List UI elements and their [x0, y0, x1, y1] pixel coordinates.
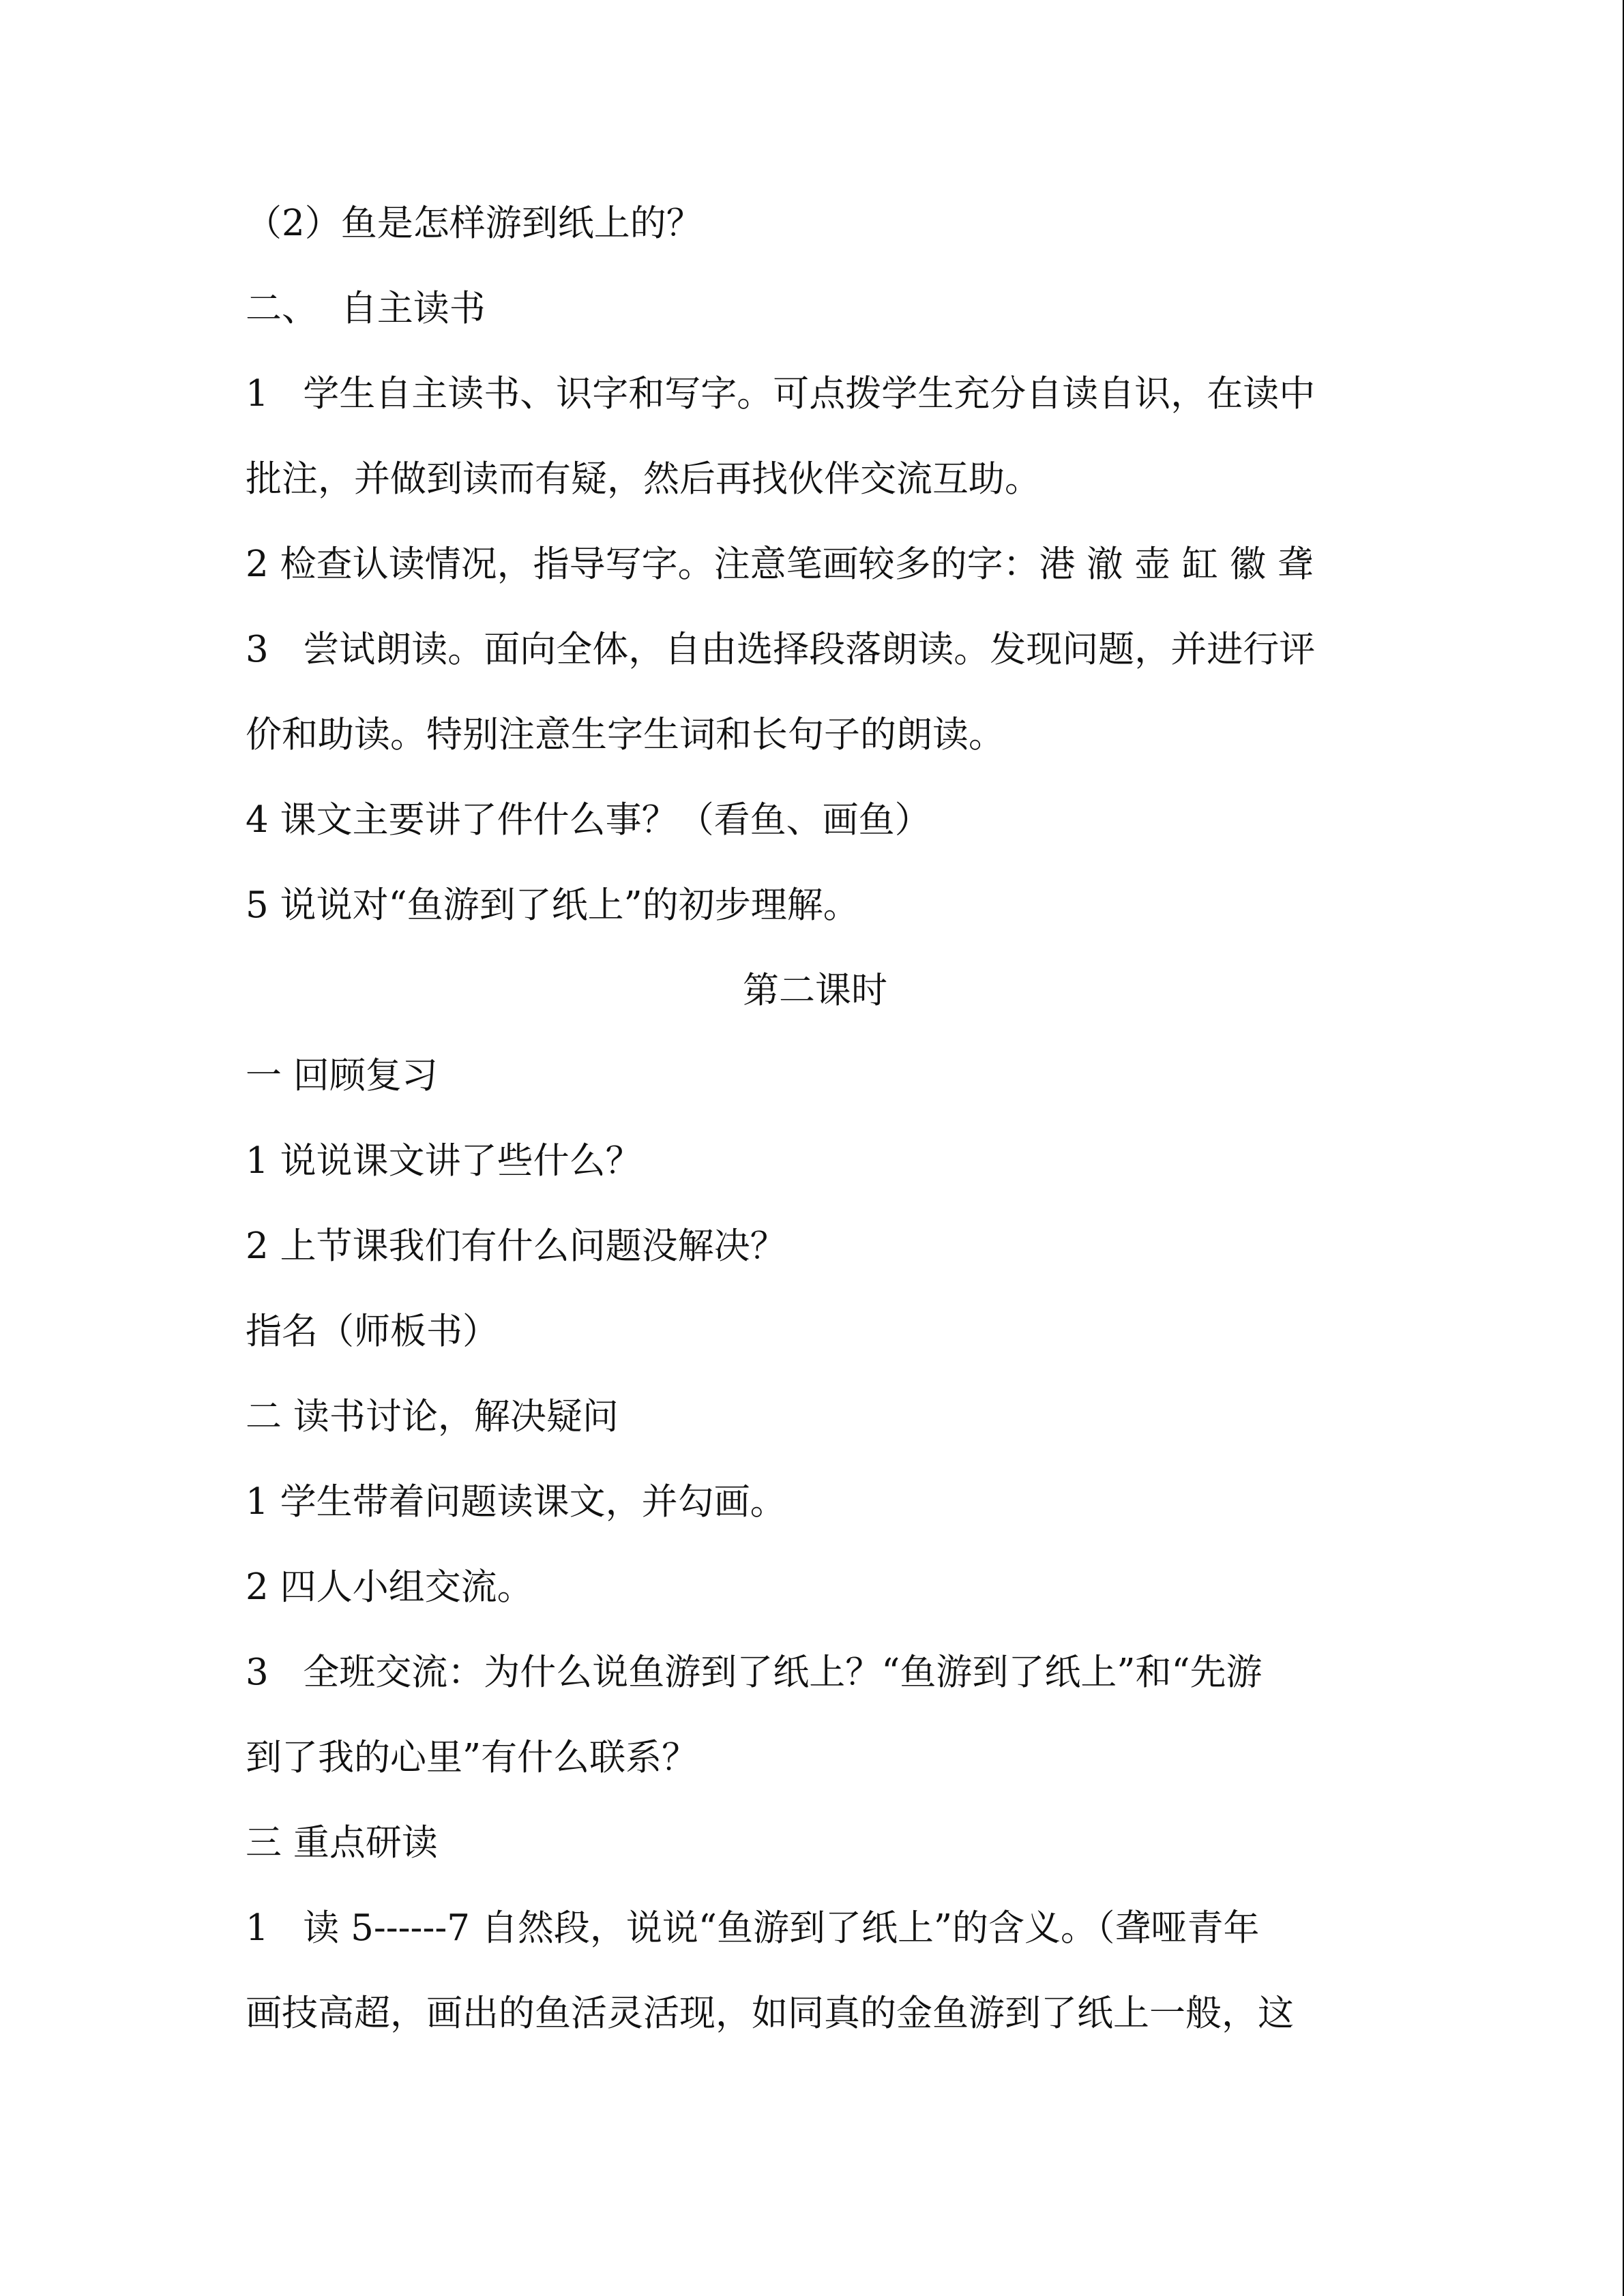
section-heading-self-reading: 二、 自主读书 — [246, 288, 486, 329]
paragraph-line: 3 全班交流：为什么说鱼游到了纸上？“鱼游到了纸上”和“先游 — [246, 1652, 1263, 1693]
paragraph-line: 1 说说课文讲了些什么？ — [246, 1140, 642, 1182]
paragraph-line: 2 检查认读情况，指导写字。注意笔画较多的字：港 澈 壶 缸 徽 聋 — [246, 543, 1314, 585]
paragraph-line: 价和助读。特别注意生字生词和长句子的朗读。 — [246, 714, 1005, 756]
paragraph-line: 1 学生带着问题读课文，并勾画。 — [246, 1481, 786, 1523]
paragraph-line: 画技高超，画出的鱼活灵活现，如同真的金鱼游到了纸上一般，这 — [246, 1993, 1294, 2034]
section-heading-review: 一 回顾复习 — [246, 1055, 438, 1097]
paragraph-line: 批注，并做到读而有疑，然后再找伙伴交流互助。 — [246, 458, 1041, 500]
paragraph-line: 5 说说对“鱼游到了纸上”的初步理解。 — [246, 884, 859, 926]
paragraph-line: 4 课文主要讲了件什么事？（看鱼、画鱼） — [246, 799, 931, 841]
paragraph-line: 2 四人小组交流。 — [246, 1566, 533, 1608]
paragraph-line: 到了我的心里”有什么联系？ — [246, 1737, 698, 1778]
paragraph-line: 1 读 5------7 自然段，说说“鱼游到了纸上”的含义。（聋哑青年 — [246, 1907, 1260, 1949]
paragraph-line: 2 上节课我们有什么问题没解决？ — [246, 1225, 786, 1267]
section-heading-discussion: 二 读书讨论，解决疑问 — [246, 1396, 619, 1437]
paragraph-line: 1 学生自主读书、识字和写字。可点拨学生充分自读自识，在读中 — [246, 373, 1316, 415]
section-heading-focus-reading: 三 重点研读 — [246, 1822, 438, 1864]
lesson-title: 第二课时 — [743, 970, 887, 1011]
question-2: （2）鱼是怎样游到纸上的？ — [246, 203, 703, 244]
paragraph-line: 3 尝试朗读。面向全体，自由选择段落朗读。发现问题，并进行评 — [246, 629, 1316, 670]
paragraph-line: 指名（师板书） — [246, 1311, 499, 1352]
